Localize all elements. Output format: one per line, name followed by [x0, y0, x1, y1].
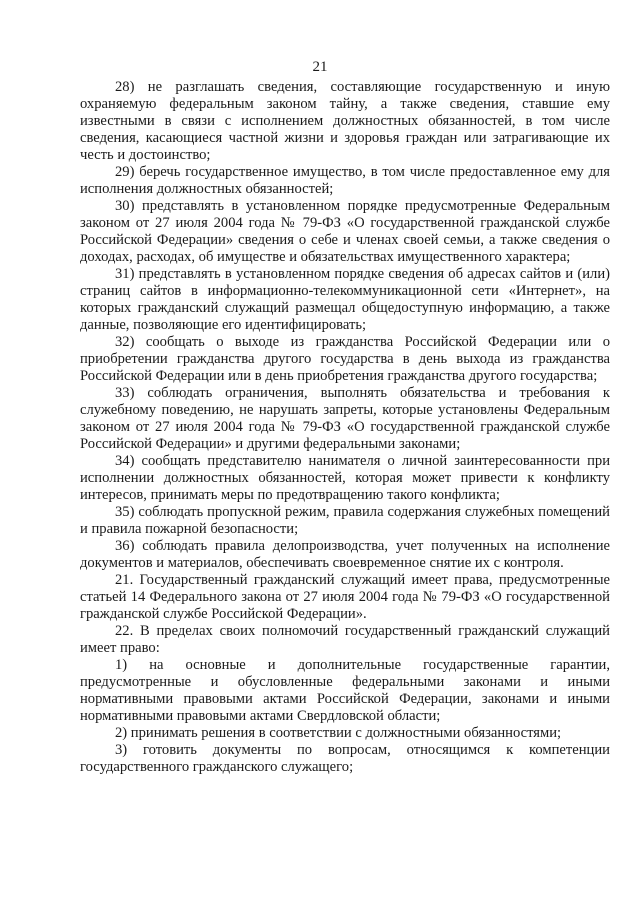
paragraph-section-22: 22. В пределах своих полномочий государственный гражданский служащий имеет право:: [80, 623, 610, 656]
paragraph-item-34: 34) сообщать представителю нанимателя о личной заинтересованности при исполнении должностных обязанностей, которая может привести к конфликту интересов, принимать меры по предотвращению такого конфликта;: [80, 453, 610, 503]
paragraph-section-21: 21. Государственный гражданский служащий имеет права, предусмотренные статьей 14 Федерального закона от 27 июля 2004 года № 79-ФЗ «О государственной гражданской службе Российской Федерации».: [80, 572, 610, 622]
page-number: 21: [312, 59, 328, 75]
paragraph-item-28: 28) не разглашать сведения, составляющие государственную и иную охраняемую федеральным законом тайну, а также сведения, ставшие ему известными в связи с исполнением должностных обязанностей, в том числе сведения, касающиеся частной жизни и здоровья граждан или затрагивающие их честь и достоинство;: [80, 79, 610, 163]
paragraph-right-1: 1) на основные и дополнительные государственные гарантии, предусмотренные и обусловленные федеральными законами и иными нормативными правовыми актами Российской Федерации, законами и иными нормативными правовыми актами Свердловской области;: [80, 657, 610, 724]
paragraph-item-35: 35) соблюдать пропускной режим, правила содержания служебных помещений и правила пожарной безопасности;: [80, 504, 610, 537]
paragraph-right-2: 2) принимать решения в соответствии с должностными обязанностями;: [115, 725, 562, 741]
paragraph-item-29: 29) беречь государственное имущество, в том числе предоставленное ему для исполнения должностных обязанностей;: [80, 164, 610, 197]
paragraph-item-33: 33) соблюдать ограничения, выполнять обязательства и требования к служебному поведению, не нарушать запреты, которые установлены Федеральным законом от 27 июля 2004 года № 79-ФЗ «О государственной гражданской службе Российской Федерации» и другими федеральными законами;: [80, 385, 610, 452]
paragraph-right-3: 3) готовить документы по вопросам, относящимся к компетенции государственного гражданского служащего;: [80, 742, 610, 775]
paragraph-item-31: 31) представлять в установленном порядке сведения об адресах сайтов и (или) страниц сайтов в информационно-телекоммуникационной сети «Интернет», на которых гражданский служащий размещал общедоступную информацию, а также данные, позволяющие его идентифицировать;: [80, 266, 610, 333]
document-body: [80, 79, 610, 776]
paragraph-item-32: 32) сообщать о выходе из гражданства Российской Федерации или о приобретении гражданства другого государства в день выхода из гражданства Российской Федерации или в день приобретения гражданства другого государства;: [80, 334, 610, 384]
paragraph-item-30: 30) представлять в установленном порядке предусмотренные Федеральным законом от 27 июля 2004 года № 79-ФЗ «О государственной гражданской службе Российской Федерации» сведения о себе и членах своей семьи, а также сведения о доходах, расходах, об имуществе и обязательствах имущественного характера;: [80, 198, 610, 265]
paragraph-item-36: 36) соблюдать правила делопроизводства, учет полученных на исполнение документов и материалов, обеспечивать своевременное снятие их с контроля.: [80, 538, 610, 571]
